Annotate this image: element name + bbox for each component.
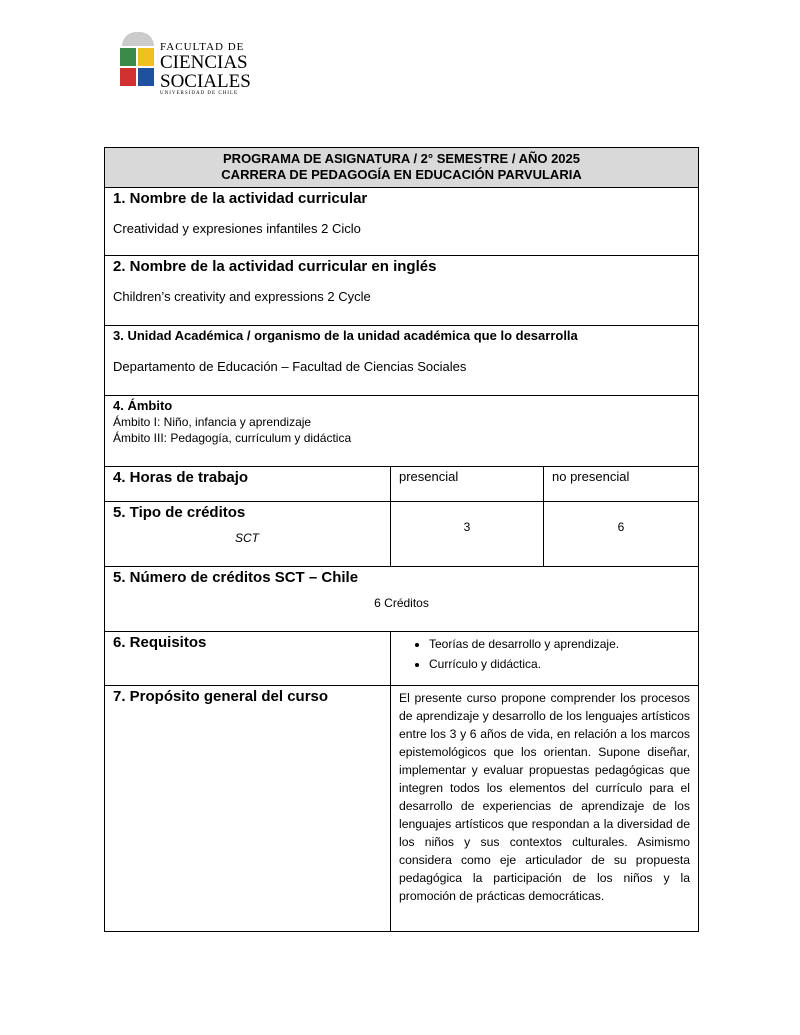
section-name: 1. Nombre de la actividad curricular Creatividad y expresiones infantiles 2 Ciclo: [105, 188, 699, 256]
logo-line-1: FACULTAD DE: [160, 41, 245, 53]
crest-icon: [122, 32, 154, 46]
section-name-english: 2. Nombre de la actividad curricular en inglés Children’s creativity and expressions 2 Cycle: [105, 256, 699, 326]
hours-no-presencial: no presencial: [544, 467, 699, 502]
program-table: [104, 147, 699, 932]
section-ambito: 4. Ámbito Ámbito I: Niño, infancia y aprendizaje Ámbito III: Pedagogía, currículum y didáctica: [105, 396, 699, 467]
credits-no-presencial: 6: [544, 502, 699, 567]
logo-line-2: CIENCIAS: [160, 52, 248, 73]
credit-number: 5. Número de créditos SCT – Chile 6 Créditos: [105, 567, 699, 632]
table-header: PROGRAMA DE ASIGNATURA / 2° SEMESTRE / AÑO 2025 CARRERA DE PEDAGOGÍA EN EDUCACIÓN PARVULARIA: [105, 148, 699, 188]
logo-line-3: SOCIALES: [160, 71, 251, 92]
hours-label: 4. Horas de trabajo: [105, 467, 391, 502]
purpose-label: 7. Propósito general del curso: [105, 686, 391, 932]
shield-icon: [120, 48, 156, 88]
credits-presencial: 3: [391, 502, 544, 567]
purpose-text: El presente curso propone comprender los procesos de aprendizaje y desarrollo de los lenguajes artísticos entre los 3 y 6 años de vida, en relación a los marcos epistemológicos que los orientan. Supone diseñar, implementar y evaluar propuestas pedagógicas que integren todos los elementos del currículo para el desarrollo de experiencias de aprendizaje de los lenguajes artísticos que respondan a la diversidad de los niños y sus contextos culturales. Asimismo considera como eje articulador de su propuesta pedagógica la participación de los niños y la promoción de prácticas democráticas.: [391, 686, 699, 932]
requirements-label: 6. Requisitos: [105, 632, 391, 686]
credit-type: 5. Tipo de créditos SCT: [105, 502, 391, 567]
faculty-logo: [118, 30, 258, 100]
logo-line-4: UNIVERSIDAD DE CHILE: [160, 91, 239, 96]
requirements-list: • Teorías de desarrollo y aprendizaje. • Currículo y didáctica.: [391, 632, 699, 686]
hours-presencial: presencial: [391, 467, 544, 502]
section-academic-unit: 3. Unidad Académica / organismo de la unidad académica que lo desarrolla Departamento de Educación – Facultad de Ciencias Sociales: [105, 326, 699, 396]
